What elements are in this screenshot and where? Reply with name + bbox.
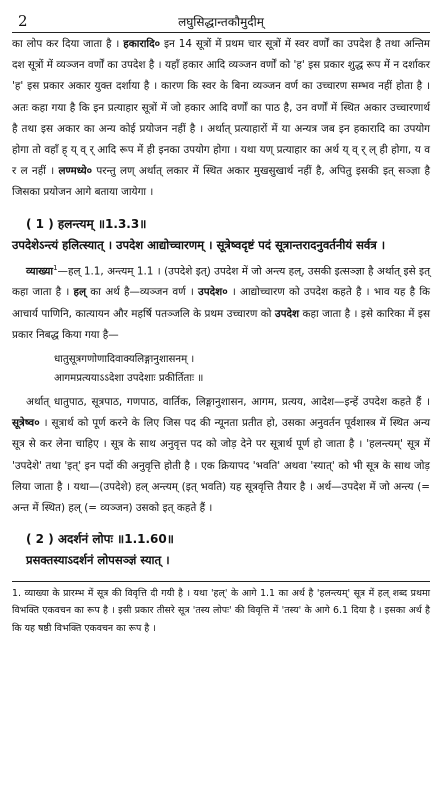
bold-upadesha-term: उपदेश० [198, 286, 228, 299]
intro-text-3: परन्तु लण् अर्थात् लकार में स्थित अकार मुखसुखार्थ नहीं है, अपितु इसकी इत् सञ्ज्ञा है जिसका प्रयोजन आगे बताया जायेगा । [12, 165, 431, 199]
sutra-1-text: उपदेशेऽन्त्यं हलित्स्यात् । उपदेश आद्योच्चारणम् । सूत्रेष्वदृष्टं पदं सूत्रान्तरादनुवर्तनीयं सर्वत्र । [12, 237, 386, 252]
explanation-text-2: का अर्थ है—व्यञ्जन वर्ण । [86, 286, 199, 299]
page-header [12, 10, 430, 33]
meaning-text-2: । सूत्रार्थ को पूर्ण करने के लिए जिस पद की न्यूनता प्रतीत हो, उसका अनुवर्तन पूर्वशास्त्र में स्थित अन्य सूत्र से कर लेना चाहिए । सूत्र के साथ अनुवृत्त पद को जोड़ देने पर सूत्रार्थ पूर्ण हो जाता है । 'हलन्त्यम्' सूत्र में 'उपदेशे' तथा 'इत्' इन पदों की अनुवृत्ति होती है । एक क्रियापद 'भवति' अथवा 'स्यात्' को भी सूत्र के साथ जोड़ लिया जाता है । यथा—(उपदेशे) हल् अन्त्यम् (इत् भवति) यह सूत्रवृत्ति तैयार है । अर्थ—उपदेश में जो अन्त्य (= अन्त में स्थित) हल् (= व्यञ्जन) उसको इत् कहते हैं । [12, 417, 430, 514]
explanation-text-4: कहा जाता है । इसे कारिका में इस प्रकार निबद्ध किया गया है— [12, 307, 430, 341]
explanation-text-1: —हल् 1.1, अन्त्यम् 1.1 । (उपदेशे इत्) उपदेश में जो अन्त्य हल्, उसकी इत्सञ्ज्ञा है अर्थात् इसे इत् कहा जाता है । [12, 265, 430, 299]
intro-text-1: का लोप कर दिया जाता है । [12, 38, 124, 50]
running-title: लघुसिद्धान्तकौमुदीम् [178, 15, 264, 29]
vyakhya-label: व्याख्या [26, 265, 54, 278]
bold-sutreshva: सूत्रेष्व० [12, 417, 40, 430]
intro-text-2: इन 14 सूत्रों में प्रथम चार सूत्रों में स्वर वर्णों का उपदेश है तथा अन्तिम दश सूत्रों में व्यञ्जन वर्णों का उपदेश है । यहाँ हकार आदि व्यञ्जन वर्णों को 'ह' इस प्रकार शुद्ध रूप में न दर्शाकर 'ह' इस प्रकार अकार युक्त दर्शाया है । कारण कि स्वर के बिना व्यञ्जन वर्ण का उच्चारण सम्भव नहीं होता है । अतः कहा गया है कि इन प्रत्याहार सूत्रों में जो हकार आदि वर्णों का पाठ है, उन वर्णों में स्थित अकार उच्चारणार्थ है तथा इस अकार का अन्य कोई प्रयोजन नहीं है । अर्थात् प्रत्याहारों में या अन्यत्र जब इन हकारादि का उपयोग होगा तो वहाँ ह् य् व् र् आदि रूप में ही इनका उपयोग होगा । यथा यण् प्रत्याहार का अर्थ य् व् र् ल् ही होगा, य व र ल नहीं । [12, 38, 430, 178]
bold-upadesha: उपदेश [274, 307, 300, 320]
karika-verse [12, 350, 430, 388]
footnote: 1. व्याख्या के प्रारम्भ में सूत्र की विवृत्ति दी गयी है । यथा 'हल्' के आगे 1.1 का अर्थ है 'हलन्त्यम्' सूत्र में हल् शब्द प्रथमा विभक्ति एकवचन का रूप है । इसी प्रकार तीसरे सूत्र 'तस्य लोपः' की विवृत्ति में 'तस्य' के आगे 6.1 दिया है । इसका अर्थ है कि यह षष्ठी विभक्ति एकवचन का रूप है । [12, 588, 430, 634]
verse-line-2: आगमप्रत्ययाऽऽदेशा उपदेशाः प्रकीर्तिताः ॥ [54, 372, 204, 384]
verse-line-1: धातुसूत्रगणोणादिवाक्यलिङ्गानुशासनम् । [54, 353, 195, 365]
sutra-1-heading: ( 1 ) हलन्त्यम् ॥1.3.3॥ [26, 216, 147, 231]
intro-bold-lanmadhye: लण्मध्ये० [58, 165, 93, 178]
meaning-text-1: अर्थात् धातुपाठ, सूत्रपाठ, गणपाठ, वार्तिक, लिङ्गानुशासन, आगम, प्रत्यय, आदेश—इन्हें उपदेश कहते हैं । [26, 395, 430, 408]
intro-bold-haaraadi: हकारादि० [123, 38, 161, 50]
sutra-2-text: प्रसक्तस्याऽदर्शनं लोपसञ्ज्ञं स्यात् । [26, 553, 170, 568]
sutra-2-heading: ( 2 ) अदर्शनं लोपः ॥1.1.60॥ [26, 532, 174, 547]
footnote-marker: 1 [53, 263, 58, 272]
footnote-divider [12, 581, 430, 582]
explanation-text-3: । आद्योच्चारण को उपदेश कहते है । भाव यह है कि आचार्य पाणिनि, कात्यायन और महर्षि पतञ्जलि के प्रथम उच्चारण को [12, 286, 430, 320]
meaning-paragraph [12, 392, 430, 519]
page-body [12, 34, 430, 637]
explanation-paragraph [12, 258, 430, 346]
page-number: 2 [18, 12, 28, 30]
intro-paragraph [12, 34, 430, 204]
bold-hal: हल् [73, 286, 87, 299]
